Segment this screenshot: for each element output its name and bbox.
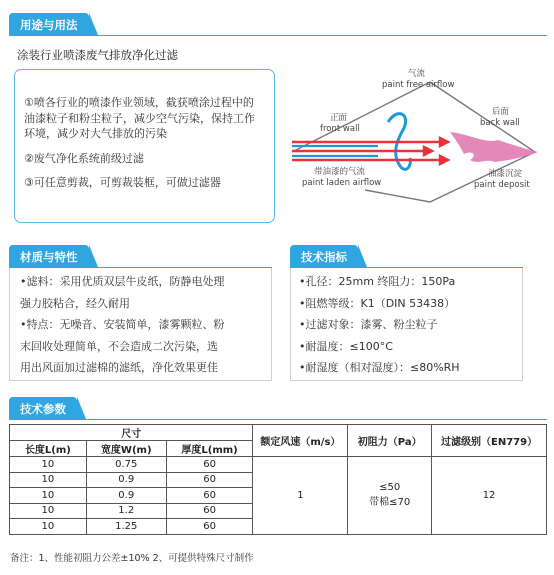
length-cell: 10 [10,519,87,535]
airspeed-header: 额定风速（m/s） [253,425,348,457]
front-wall-label-cn: 正面 [330,113,348,123]
deposit-label-en: paint deposit [474,180,530,190]
airspeed-cell: 1 [253,457,348,535]
width-header: 宽度W(m) [86,441,166,457]
grade-header: 过滤级别（EN779） [432,425,547,457]
usage-box [14,69,275,223]
usage-subtitle: 涂装行业喷漆废气排放净化过滤 [17,48,178,62]
thickness-cell: 60 [166,488,253,504]
spec-table [9,424,547,535]
material-line: 末回收处理简单，不会造成二次污染，选 [20,339,218,353]
airflow-label-cn: 气流 [408,69,426,79]
section-title: 技术指标 [301,250,347,264]
length-header: 长度L(m) [10,441,87,457]
usage-item: ①喷各行业的喷漆作业领域，截获喷涂过程中的油漆粒子和粉尘粒子，减少空气污染，保持工作环境，减少对大气排放的污染 [24,96,255,140]
section-tab-material [9,245,89,267]
material-line: 强力胶粘合，经久耐用 [20,296,130,310]
width-cell: 0.9 [86,472,166,488]
back-wall-label-cn: 后面 [492,107,510,117]
size-header: 尺寸 [10,425,253,441]
resistance-header: 初阻力（Pa） [348,425,432,457]
width-cell: 1.25 [86,519,166,535]
tech-line: •过滤对象：漆雾、粉尘粒子 [299,318,438,331]
width-cell: 1.2 [86,503,166,519]
material-line: 用出风面加过滤棉的滤纸，净化效果更佳 [20,361,218,374]
section-divider [9,419,547,420]
airflow-label-en: paint free airflow [382,80,455,90]
resistance-cell [348,457,432,535]
section-tab-params [9,397,77,419]
tech-line: •孔径：25mm 终阻力：150Pa [299,275,456,288]
usage-item: ③可任意剪裁，可剪裁装框，可做过滤器 [24,176,221,189]
section-title: 用途与用法 [20,18,78,32]
material-line: •滤料：采用优质双层牛皮纸，防静电处理 [20,275,225,288]
thickness-cell: 60 [166,472,253,488]
tech-line: •耐湿度（相对湿度）：≤80%RH [299,361,460,374]
tech-line: •耐温度：≤100°C [299,339,393,353]
laden-label-en: paint laden airflow [302,178,382,188]
resistance-value: ≤50 [379,482,401,494]
width-cell: 0.75 [86,457,166,473]
length-cell: 10 [10,457,87,473]
resistance-value: 带棉≤70 [369,497,411,509]
thickness-cell: 60 [166,503,253,519]
back-wall-label-en: back wall [480,118,520,128]
length-cell: 10 [10,503,87,519]
grade-cell: 12 [432,457,547,535]
section-tab-usage [9,13,89,35]
width-cell: 0.9 [86,488,166,504]
thickness-header: 厚度L(mm) [166,441,253,457]
footnote: 备注：1、性能初阻力公差±10% 2、可提供特殊尺寸制作 [10,553,254,564]
material-box [9,268,272,381]
tech-line: •阻燃等级：K1（DIN 53438） [299,296,456,310]
section-tab-tech [290,245,358,267]
table-row [10,457,547,473]
section-title: 技术参数 [20,402,66,416]
tech-box [290,268,523,381]
deposit-label-cn: 油漆沉淀 [488,169,523,179]
thickness-cell: 60 [166,457,253,473]
front-wall-label-en: front wall [320,124,360,134]
table-header-row [10,425,547,441]
section-divider [9,35,547,36]
section-title: 材质与特性 [20,250,78,264]
filter-diagram [280,62,550,222]
usage-item: ②废气净化系统前级过滤 [24,151,144,165]
length-cell: 10 [10,488,87,504]
length-cell: 10 [10,472,87,488]
laden-label-cn: 带油漆的气流 [314,167,366,177]
material-line: •特点：无噪音、安装简单，漆雾颗粒、粉 [20,318,225,331]
thickness-cell: 60 [166,519,253,535]
airflow-arrows [292,138,448,164]
